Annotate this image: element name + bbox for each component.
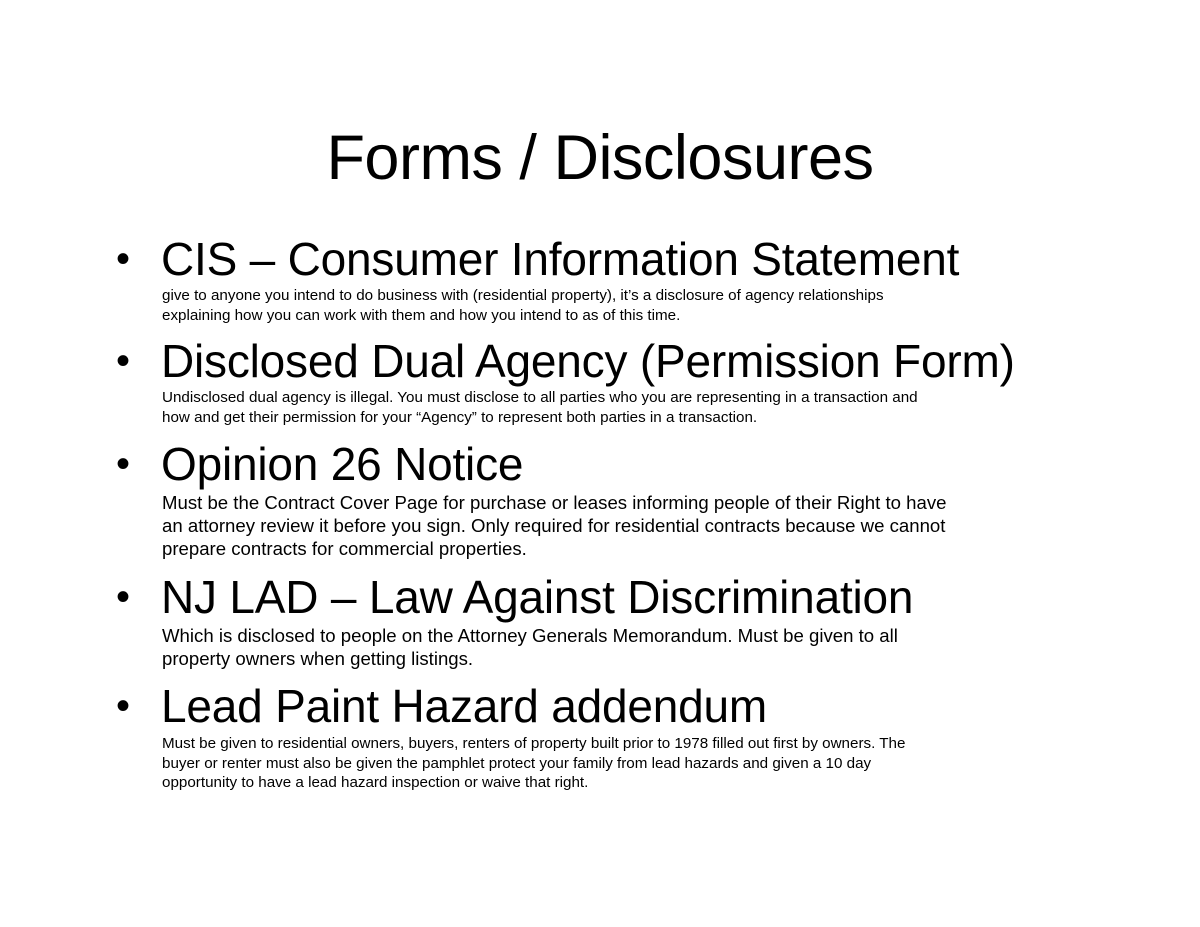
item-description: Which is disclosed to people on the Attorney Generals Memorandum. Must be given to all property owners when getting listings. <box>162 625 898 669</box>
item-heading: Opinion 26 Notice <box>161 438 524 490</box>
item-heading: Disclosed Dual Agency (Permission Form) <box>161 335 1015 387</box>
bullet-icon: • <box>116 684 131 728</box>
bullet-icon: • <box>116 575 131 619</box>
item-description: give to anyone you intend to do business with (residential property), it’s a disclosure of agency relationships explaining how you can work with them and how you intend to as of this time. <box>162 287 884 324</box>
page-title: Forms / Disclosures <box>326 123 874 193</box>
bullet-icon: • <box>116 442 131 486</box>
item-description: Must be the Contract Cover Page for purchase or leases informing people of their Right to have an attorney review it before you sign. Only required for residential contracts because we cannot prepare contracts for commercial properties. <box>162 492 947 559</box>
item-description: Undisclosed dual agency is illegal. You must disclose to all parties who you are representing in a transaction and how and get their permission for your “Agency” to represent both parties in a transaction. <box>162 389 918 426</box>
item-description: Must be given to residential owners, buyers, renters of property built prior to 1978 filled out first by owners. The buyer or renter must also be given the pamphlet protect your family from lead hazards and given a 10 day opportunity to have a lead hazard inspection or waive that right. <box>162 735 906 791</box>
item-heading: CIS – Consumer Information Statement <box>161 233 960 285</box>
item-heading: Lead Paint Hazard addendum <box>161 680 768 732</box>
bullet-icon: • <box>116 237 131 281</box>
item-heading: NJ LAD – Law Against Discrimination <box>161 571 914 623</box>
bullet-icon: • <box>116 339 131 383</box>
